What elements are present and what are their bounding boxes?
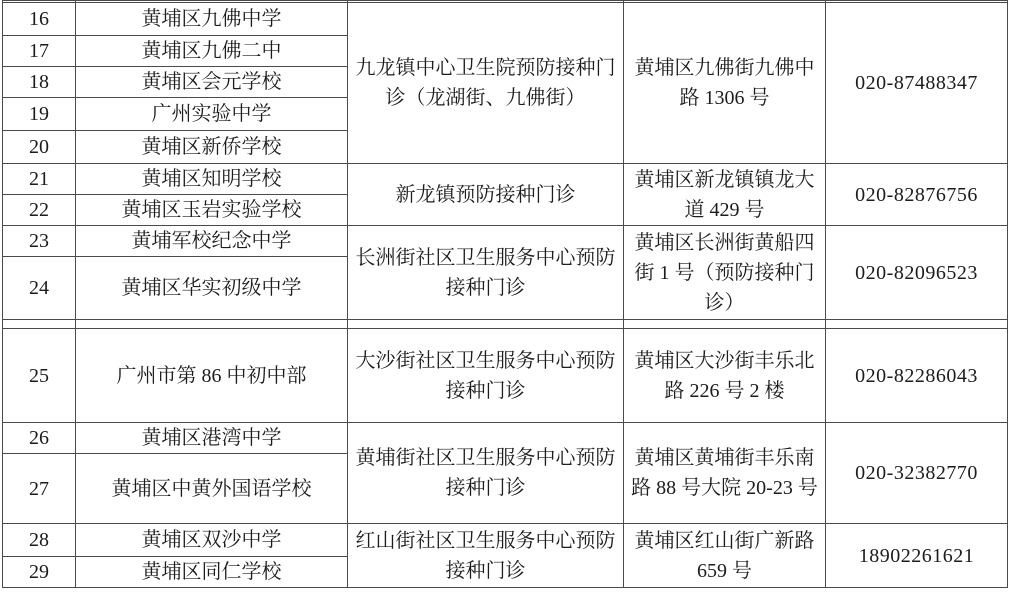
row-index-cell: 18 <box>3 67 76 98</box>
row-index-cell: 25 <box>3 329 76 423</box>
clinic-cell: 红山街社区卫生服务中心预防接种门诊 <box>348 524 624 588</box>
clinic-cell: 长洲街社区卫生服务中心预防接种门诊 <box>348 226 624 320</box>
row-index-cell: 28 <box>3 524 76 557</box>
row-index-cell: 20 <box>3 131 76 164</box>
gap-cell <box>826 320 1008 329</box>
school-cell: 黄埔军校纪念中学 <box>76 226 348 257</box>
row-index-cell: 23 <box>3 226 76 257</box>
phone-cell: 020-32382770 <box>826 423 1008 524</box>
gap-cell <box>3 320 76 329</box>
address-cell: 黄埔区红山街广新路 659 号 <box>624 524 826 588</box>
row-index-cell: 16 <box>3 3 76 36</box>
phone-cell: 020-82876756 <box>826 164 1008 226</box>
row-index-cell: 21 <box>3 164 76 195</box>
table-row <box>3 164 1008 195</box>
phone-cell: 020-82096523 <box>826 226 1008 320</box>
school-cell: 黄埔区中黄外国语学校 <box>76 454 348 524</box>
gap-cell <box>348 320 624 329</box>
school-cell: 广州实验中学 <box>76 98 348 131</box>
row-index-cell: 26 <box>3 423 76 454</box>
table-row <box>3 3 1008 36</box>
phone-cell: 020-87488347 <box>826 3 1008 164</box>
clinic-cell: 九龙镇中心卫生院预防接种门诊（龙湖街、九佛街） <box>348 3 624 164</box>
table-row <box>3 329 1008 423</box>
school-cell: 黄埔区华实初级中学 <box>76 257 348 320</box>
school-cell: 黄埔区知明学校 <box>76 164 348 195</box>
clinic-cell: 新龙镇预防接种门诊 <box>348 164 624 226</box>
row-index-cell: 22 <box>3 195 76 226</box>
address-cell: 黄埔区黄埔街丰乐南路 88 号大院 20-23 号 <box>624 423 826 524</box>
school-cell: 黄埔区同仁学校 <box>76 557 348 588</box>
clinic-cell: 大沙街社区卫生服务中心预防接种门诊 <box>348 329 624 423</box>
row-index-cell: 27 <box>3 454 76 524</box>
school-cell: 黄埔区九佛二中 <box>76 36 348 67</box>
address-cell: 黄埔区大沙街丰乐北路 226 号 2 楼 <box>624 329 826 423</box>
row-index-cell: 19 <box>3 98 76 131</box>
clinic-cell: 黄埔街社区卫生服务中心预防接种门诊 <box>348 423 624 524</box>
address-cell: 黄埔区九佛街九佛中路 1306 号 <box>624 3 826 164</box>
row-index-cell: 17 <box>3 36 76 67</box>
phone-cell: 020-82286043 <box>826 329 1008 423</box>
school-cell: 黄埔区会元学校 <box>76 67 348 98</box>
gap-cell <box>624 320 826 329</box>
address-cell: 黄埔区新龙镇镇龙大道 429 号 <box>624 164 826 226</box>
school-cell: 黄埔区港湾中学 <box>76 423 348 454</box>
address-cell: 黄埔区长洲街黄船四街 1 号（预防接种门诊） <box>624 226 826 320</box>
table-row <box>3 524 1008 557</box>
table-row <box>3 226 1008 257</box>
vaccination-clinic-table <box>2 0 1008 588</box>
school-cell: 黄埔区新侨学校 <box>76 131 348 164</box>
row-index-cell: 29 <box>3 557 76 588</box>
table-row <box>3 423 1008 454</box>
school-cell: 黄埔区玉岩实验学校 <box>76 195 348 226</box>
phone-cell: 18902261621 <box>826 524 1008 588</box>
school-cell: 黄埔区双沙中学 <box>76 524 348 557</box>
school-cell: 广州市第 86 中初中部 <box>76 329 348 423</box>
school-cell: 黄埔区九佛中学 <box>76 3 348 36</box>
row-index-cell: 24 <box>3 257 76 320</box>
table-row-gap <box>3 320 1008 329</box>
gap-cell <box>76 320 348 329</box>
